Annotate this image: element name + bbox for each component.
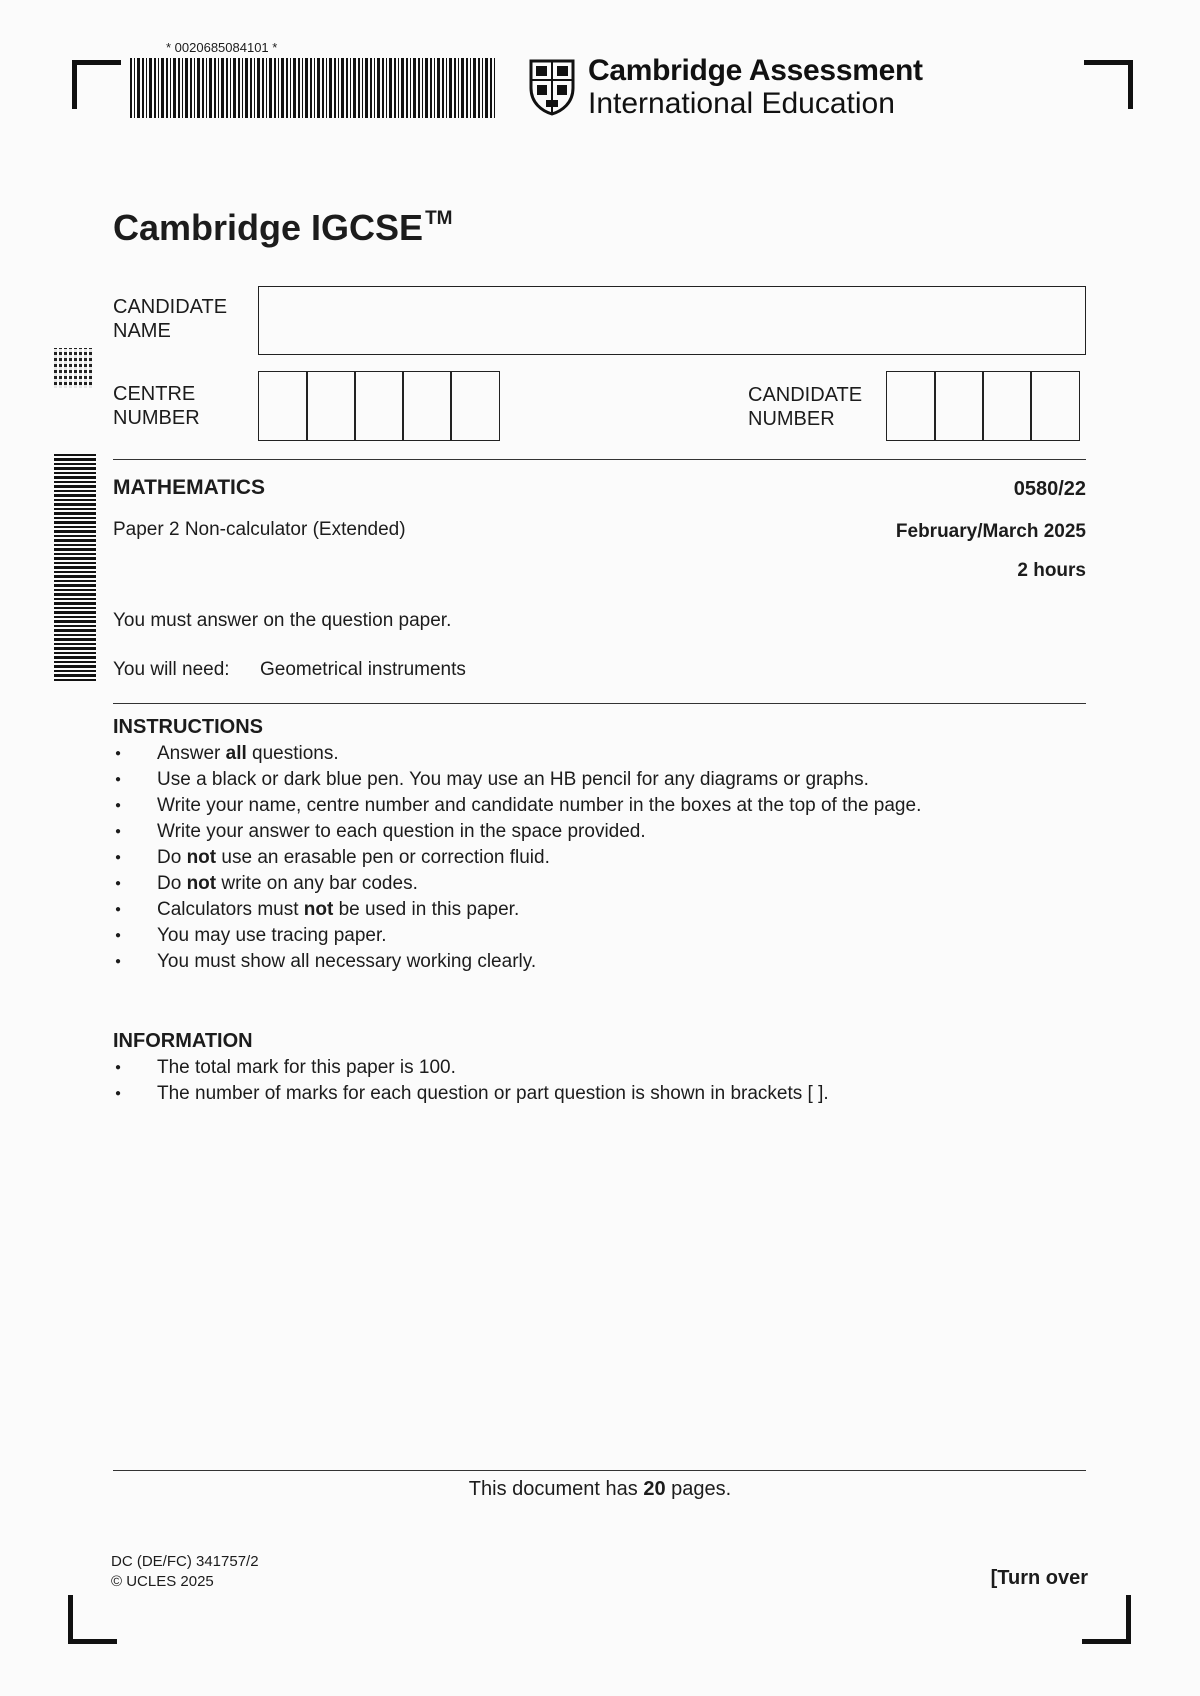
divider <box>113 459 1086 460</box>
instruction-text-bold: not <box>303 899 334 920</box>
page-count: 20 <box>643 1478 666 1500</box>
candidate-number-label <box>748 383 862 431</box>
requirements-value: Geometrical instruments <box>260 659 466 680</box>
cambridge-shield-icon <box>528 58 576 116</box>
candidate-number-cell[interactable] <box>982 371 1032 441</box>
instruction-text-post: questions. <box>246 743 339 764</box>
subject-title: MATHEMATICS <box>113 476 266 499</box>
instruction-text-pre: Do <box>157 873 187 894</box>
exam-duration: 2 hours <box>1017 560 1086 581</box>
document-code-block <box>111 1552 259 1592</box>
information-item: ● The number of marks for each question or part question is shown in brackets [ ]. <box>113 1082 1093 1108</box>
information-item: ● The total mark for this paper is 100. <box>113 1056 1093 1082</box>
instruction-text-pre: Answer <box>157 743 226 764</box>
centre-number-cell[interactable] <box>306 371 356 441</box>
corner-mark-bottom-left <box>68 1595 117 1644</box>
candidate-number-boxes <box>886 371 1080 441</box>
centre-number-label <box>113 382 200 430</box>
instruction-item <box>113 950 1093 976</box>
corner-mark-top-right <box>1084 60 1133 109</box>
instruction-item <box>113 846 1093 872</box>
candidate-number-cell[interactable] <box>886 371 936 441</box>
centre-number-label-line2: NUMBER <box>113 407 200 429</box>
centre-number-cell[interactable] <box>354 371 404 441</box>
exam-session: February/March 2025 <box>895 521 1086 542</box>
side-barcode <box>54 453 96 681</box>
centre-number-cell[interactable] <box>402 371 452 441</box>
page-count-post: pages. <box>665 1478 732 1500</box>
corner-mark-bottom-right <box>1082 1595 1131 1644</box>
instruction-text-pre: Use a black or dark blue pen. You may use an HB pencil for any diagrams or graphs. <box>157 769 869 790</box>
copyright: © UCLES 2025 <box>111 1573 214 1590</box>
instruction-text-pre: Write your answer to each question in the space provided. <box>157 821 646 842</box>
instruction-text-bold: not <box>186 873 217 894</box>
instruction-text-bold: all <box>225 743 247 764</box>
candidate-name-label <box>113 295 227 343</box>
instruction-text-pre: Calculators must <box>157 899 304 920</box>
centre-number-cell[interactable] <box>450 371 500 441</box>
document-code: DC (DE/FC) 341757/2 <box>111 1553 259 1570</box>
candidate-number-cell[interactable] <box>1030 371 1080 441</box>
information-list <box>113 1056 1093 1108</box>
candidate-name-box[interactable] <box>258 286 1086 355</box>
page-count-pre: This document has <box>468 1478 644 1500</box>
instruction-item <box>113 794 1093 820</box>
candidate-number-label-line2: NUMBER <box>748 408 835 430</box>
syllabus-code: 0580/22 <box>1013 478 1086 500</box>
candidate-name-label-line2: NAME <box>113 320 171 342</box>
candidate-number-label-line1: CANDIDATE <box>748 384 863 406</box>
barcode <box>130 58 496 118</box>
instructions-heading: INSTRUCTIONS <box>113 716 263 738</box>
instruction-item <box>113 768 1093 794</box>
answer-note: You must answer on the question paper. <box>113 610 452 631</box>
divider <box>113 703 1086 704</box>
qr-code <box>54 348 94 388</box>
brand-line-1: Cambridge Assessment <box>588 54 923 87</box>
instruction-item <box>113 820 1093 846</box>
instruction-item <box>113 898 1093 924</box>
candidate-number-cell[interactable] <box>934 371 984 441</box>
instruction-text-post: use an erasable pen or correction fluid. <box>216 847 550 868</box>
candidate-name-label-line1: CANDIDATE <box>113 296 228 318</box>
information-heading: INFORMATION <box>113 1030 253 1052</box>
barcode-number: * 0020685084101 * <box>166 40 278 55</box>
instruction-text-post: write on any bar codes. <box>216 873 418 894</box>
requirements-label: You will need: <box>113 659 230 680</box>
title-text: Cambridge IGCSE <box>113 207 424 248</box>
instruction-text-bold: not <box>186 847 217 868</box>
instruction-text-pre: You must show all necessary working clearly. <box>157 951 537 972</box>
instruction-item <box>113 924 1093 950</box>
brand-logo-text <box>588 54 923 120</box>
centre-number-cell[interactable] <box>258 371 308 441</box>
brand-line-2: International Education <box>588 87 895 120</box>
instruction-text-post: be used in this paper. <box>333 899 520 920</box>
turn-over: [Turn over <box>990 1567 1088 1589</box>
trademark-mark: TM <box>425 208 453 229</box>
page-title <box>113 207 453 249</box>
instructions-list <box>113 742 1093 976</box>
divider <box>113 1470 1086 1471</box>
paper-name: Paper 2 Non-calculator (Extended) <box>113 519 406 540</box>
instruction-item <box>113 742 1093 768</box>
corner-mark-top-left <box>72 60 121 109</box>
instruction-text-pre: Do <box>157 847 187 868</box>
instruction-item <box>113 872 1093 898</box>
centre-number-boxes <box>258 371 500 441</box>
centre-number-label-line1: CENTRE <box>113 383 196 405</box>
instruction-text-pre: Write your name, centre number and candidate number in the boxes at the top of the page. <box>157 795 922 816</box>
page-count-note <box>0 1478 1200 1501</box>
instruction-text-pre: You may use tracing paper. <box>157 925 387 946</box>
